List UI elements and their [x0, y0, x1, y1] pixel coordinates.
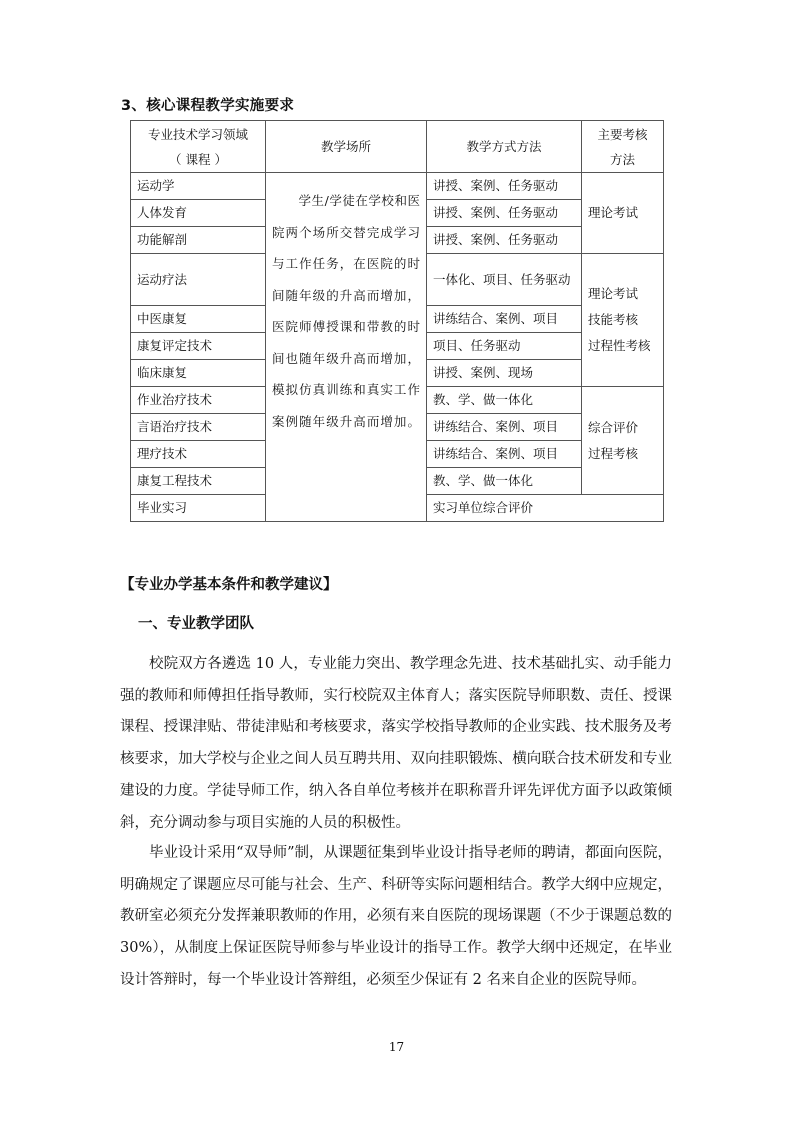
page-number: 17: [388, 1040, 405, 1054]
section-heading-main: 【专业办学基本条件和教学建议】: [120, 577, 338, 593]
course-cell: 理疗技术: [131, 441, 266, 468]
paragraph-teaching-team: 校院双方各遴选 10 人，专业能力突出、教学理念先进、技术基础扎实、动手能力强的教师和师傅担任指导教师，实行校院双主体育人；落实医院导师职数、责任、授课课程、授课津贴、带徒津贴和考核要求，落实学校指导教师的企业实践、技术服务及考核要求，加大学校与企业之间人员互聘共用、双向挂职锻炼、横向联合技术研发和专业建设的力度。学徒导师工作，纳入各自单位考核并在职称晋升评先评优方面予以政策倾斜，充分调动参与项目实施的人员的积极性。: [120, 656, 672, 831]
assess-cell-group-1: [582, 173, 664, 254]
assess-cell-group-2: [582, 254, 664, 387]
course-cell: 言语治疗技术: [131, 414, 266, 441]
course-cell: 临床康复: [131, 360, 266, 387]
method-cell: 一体化、项目、任务驱动: [427, 254, 582, 306]
assess-line: 理论考试: [588, 205, 639, 220]
course-cell: 毕业实习: [131, 495, 266, 522]
header-course-line2: （ 课程 ）: [169, 151, 227, 167]
header-method: 教学方式方法: [427, 121, 582, 173]
assess-line: 技能考核: [588, 312, 639, 327]
header-course-line1: 专业技术学习领域: [147, 126, 248, 142]
assess-line: 综合评价: [588, 419, 639, 435]
assess-line: 过程性考核: [588, 338, 651, 353]
method-cell: 项目、任务驱动: [427, 333, 582, 360]
course-cell: 人体发育: [131, 200, 266, 227]
header-assess-line2: 方法: [609, 151, 635, 167]
method-cell: 教、学、做一体化: [427, 468, 582, 495]
course-cell: 中医康复: [131, 306, 266, 333]
table-row: [131, 173, 664, 200]
method-cell: 讲授、案例、任务驱动: [427, 173, 582, 200]
method-cell: 讲练结合、案例、项目: [427, 441, 582, 468]
core-course-table: [130, 120, 664, 522]
course-cell: 康复评定技术: [131, 333, 266, 360]
header-place: 教学场所: [266, 121, 427, 173]
teaching-place-text: 学生/学徒在学校和医院两个场所交替完成学习与工作任务，在医院的时间随年级的升高而增加，医院师傅授课和带教的时间也随年级升高而增加，模拟仿真训练和真实工作案例随年级升高而增加。: [272, 193, 420, 429]
course-cell: 运动疗法: [131, 254, 266, 306]
assess-line: 过程考核: [588, 445, 639, 461]
course-cell: 功能解剖: [131, 227, 266, 254]
paragraph-graduation-design: 毕业设计采用“双导师”制，从课题征集到毕业设计指导老师的聘请，都面向医院，明确规定了课题应尽可能与社会、生产、科研等实际问题相结合。教学大纲中应规定，教研室必须充分发挥兼职教师的作用，必须有来自医院的现场课题（不少于课题总数的30%），从制度上保证医院导师参与毕业设计的指导工作。教学大纲中还规定，在毕业设计答辩时，每一个毕业设计答辩组，必须至少保证有 2 名来自企业的医院导师。: [120, 845, 672, 988]
method-cell: 讲授、案例、任务驱动: [427, 200, 582, 227]
table-header-row: [131, 121, 664, 173]
method-cell: 教、学、做一体化: [427, 387, 582, 414]
method-cell: 讲授、案例、任务驱动: [427, 227, 582, 254]
header-assess-line1: 主要考核: [597, 126, 648, 142]
header-course: [131, 121, 266, 173]
course-cell: 康复工程技术: [131, 468, 266, 495]
section-heading-sub: 一、专业教学团队: [138, 616, 254, 632]
assess-cell-group-3: [582, 387, 664, 495]
header-assess: [582, 121, 664, 173]
method-cell: 讲练结合、案例、项目: [427, 414, 582, 441]
course-cell: 运动学: [131, 173, 266, 200]
section-title: 3、核心课程教学实施要求: [121, 98, 295, 114]
method-cell: 实习单位综合评价: [427, 495, 664, 522]
teaching-place-cell: [266, 173, 427, 522]
assess-line: 理论考试: [588, 286, 639, 301]
course-cell: 作业治疗技术: [131, 387, 266, 414]
method-cell: 讲授、案例、现场: [427, 360, 582, 387]
method-cell: 讲练结合、案例、项目: [427, 306, 582, 333]
